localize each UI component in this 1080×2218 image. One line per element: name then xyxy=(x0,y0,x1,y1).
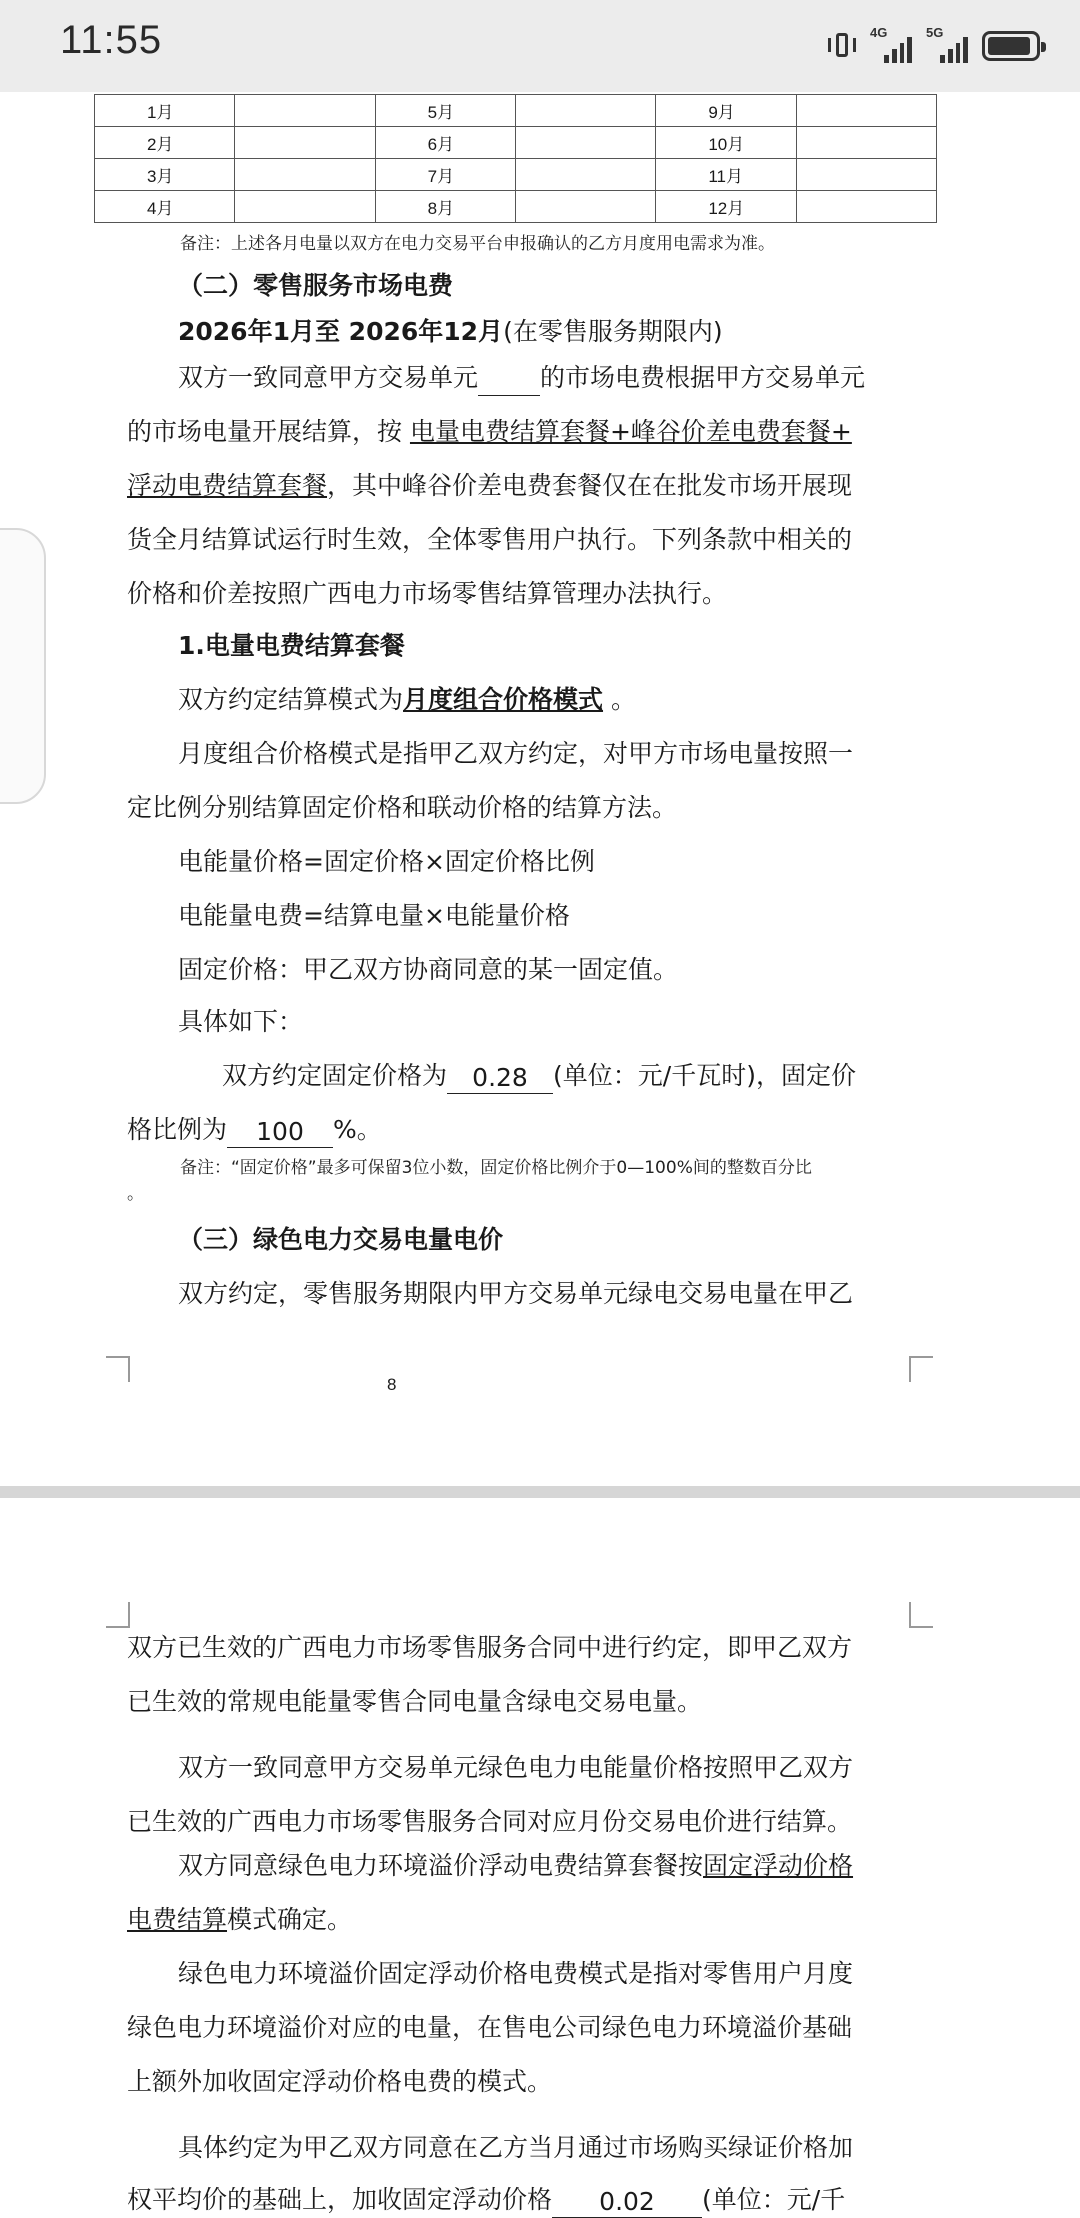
settlement-mode-underlined: 电费结算 xyxy=(127,1905,228,1934)
text-span: 模式确定。 xyxy=(227,1905,353,1934)
paragraph-line: 绿色电力环境溢价固定浮动价格电费模式是指对零售用户月度 xyxy=(178,1959,854,1988)
text-span: 权平均价的基础上，加收固定浮动价格 xyxy=(127,2185,553,2214)
paragraph-line xyxy=(127,2182,845,2218)
table-cell: 11月 xyxy=(656,159,796,191)
signal-5g-icon xyxy=(926,25,968,63)
fill-blank xyxy=(478,365,540,396)
text-span: 双方同意绿色电力环境溢价浮动电费结算套餐按 xyxy=(178,1851,704,1880)
settlement-mode-underlined: 固定浮动价格 xyxy=(703,1851,854,1880)
settlement-mode-value: 月度组合价格模式 xyxy=(403,685,604,714)
page-number: 8 xyxy=(387,1375,397,1394)
fixed-ratio-line xyxy=(127,1112,382,1148)
table-cell xyxy=(796,127,936,159)
fixed-price-value: 0.28 xyxy=(447,1063,553,1094)
monthly-usage-table xyxy=(94,94,937,223)
fixed-price-line xyxy=(222,1058,856,1094)
paragraph-line: 双方一致同意甲方交易单元绿色电力电能量价格按照甲乙双方 xyxy=(178,1753,854,1782)
text-span: 双方一致同意甲方交易单元 xyxy=(178,363,479,392)
paragraph-line: 绿色电力环境溢价对应的电量，在售电公司绿色电力环境溢价基础 xyxy=(127,2013,853,2042)
text-span: (单位：元/千 xyxy=(702,2185,846,2214)
period-dates: 2026年1月至 2026年12月 xyxy=(178,317,504,346)
table-cell xyxy=(235,159,375,191)
table-row xyxy=(95,159,937,191)
table-cell: 8月 xyxy=(375,191,515,223)
text-span: %。 xyxy=(333,1115,382,1144)
table-row xyxy=(95,127,937,159)
text-span: (单位：元/千瓦时)，固定价 xyxy=(553,1061,856,1090)
section-3-heading: （三）绿色电力交易电量电价 xyxy=(178,1225,504,1254)
page-corner-mark xyxy=(909,1356,933,1382)
table-row xyxy=(95,191,937,223)
service-period xyxy=(178,314,723,350)
table-cell: 4月 xyxy=(95,191,235,223)
page-corner-mark xyxy=(106,1602,130,1628)
signal-4g-icon xyxy=(870,25,912,63)
package-list-underlined: 电量电费结算套餐+峰谷价差电费套餐+ xyxy=(409,417,852,446)
table-cell xyxy=(796,95,936,127)
text-span: 。 xyxy=(603,685,636,714)
table-row xyxy=(95,95,937,127)
table-cell xyxy=(515,127,655,159)
floating-price-value: 0.02 xyxy=(552,2187,702,2218)
paragraph-line: 双方约定，零售服务期限内甲方交易单元绿电交易电量在甲乙 xyxy=(178,1279,854,1308)
table-cell xyxy=(515,159,655,191)
table-cell: 6月 xyxy=(375,127,515,159)
document-page-8[interactable] xyxy=(0,92,1080,1486)
table-cell xyxy=(235,127,375,159)
price-note: 备注：“固定价格”最多可保留3位小数，固定价格比例介于0—100%间的整数百分比 xyxy=(180,1158,812,1178)
table-cell: 12月 xyxy=(656,191,796,223)
table-cell: 3月 xyxy=(95,159,235,191)
table-note: 备注：上述各月电量以双方在电力交易平台申报确认的乙方月度用电需求为准。 xyxy=(180,234,775,254)
page-corner-mark xyxy=(106,1356,130,1382)
paragraph-line: 具体如下： xyxy=(178,1007,304,1036)
network-label-4g: 4G xyxy=(870,25,888,40)
text-span: 格比例为 xyxy=(127,1115,228,1144)
table-cell xyxy=(235,95,375,127)
text-span: 的市场电费根据甲方交易单元 xyxy=(540,363,866,392)
table-cell: 1月 xyxy=(95,95,235,127)
subsection-1-heading: 1.电量电费结算套餐 xyxy=(178,631,405,660)
formula-line: 固定价格：甲乙双方协商同意的某一固定值。 xyxy=(178,955,679,984)
paragraph-line: 价格和价差按照广西电力市场零售结算管理办法执行。 xyxy=(127,579,728,608)
side-drawer-handle[interactable] xyxy=(0,528,46,804)
document-page-9[interactable] xyxy=(0,1498,1080,2216)
text-span: 双方约定固定价格为 xyxy=(222,1061,448,1090)
paragraph-line: 定比例分别结算固定价格和联动价格的结算方法。 xyxy=(127,793,678,822)
text-span: 双方约定结算模式为 xyxy=(178,685,404,714)
status-icons xyxy=(828,26,1040,66)
table-cell xyxy=(515,191,655,223)
paragraph-line: 货全月结算试运行时生效，全体零售用户执行。下列条款中相关的 xyxy=(127,525,853,554)
paragraph-line xyxy=(178,360,865,396)
network-label-5g: 5G xyxy=(926,25,944,40)
paragraph-line xyxy=(127,1902,352,1938)
paragraph-line: 双方已生效的广西电力市场零售服务合同中进行约定，即甲乙双方 xyxy=(127,1633,853,1662)
status-bar xyxy=(0,0,1080,92)
table-cell: 5月 xyxy=(375,95,515,127)
table-cell: 9月 xyxy=(656,95,796,127)
page-separator xyxy=(0,1486,1080,1498)
paragraph-line xyxy=(127,468,852,504)
table-cell: 10月 xyxy=(656,127,796,159)
status-time: 11:55 xyxy=(60,18,163,62)
table-cell xyxy=(796,159,936,191)
section-2-heading: （二）零售服务市场电费 xyxy=(178,271,454,300)
table-cell xyxy=(515,95,655,127)
package-name-underlined: 浮动电费结算套餐 xyxy=(127,471,328,500)
paragraph-line xyxy=(127,414,852,450)
fixed-ratio-value: 100 xyxy=(227,1117,333,1148)
paragraph-line: 上额外加收固定浮动价格电费的模式。 xyxy=(127,2067,553,2096)
paragraph-line: 已生效的常规电能量零售合同电量含绿电交易电量。 xyxy=(127,1687,703,1716)
battery-icon xyxy=(982,31,1040,61)
paragraph-line xyxy=(178,1848,853,1884)
formula-line: 电能量价格=固定价格×固定价格比例 xyxy=(178,847,595,876)
formula-line: 电能量电费=结算电量×电能量价格 xyxy=(178,901,570,930)
paragraph-line: 已生效的广西电力市场零售服务合同对应月份交易电价进行结算。 xyxy=(127,1807,853,1836)
settlement-mode-line xyxy=(178,682,636,718)
paragraph-line: 月度组合价格模式是指甲乙双方约定，对甲方市场电量按照一 xyxy=(178,739,854,768)
table-cell: 7月 xyxy=(375,159,515,191)
price-note-end: 。 xyxy=(127,1184,144,1204)
table-cell xyxy=(235,191,375,223)
table-cell: 2月 xyxy=(95,127,235,159)
paragraph-line: 具体约定为甲乙双方同意在乙方当月通过市场购买绿证价格加 xyxy=(178,2133,854,2162)
page-corner-mark xyxy=(909,1602,933,1628)
vibrate-icon xyxy=(828,31,856,61)
text-span: 的市场电量开展结算，按 xyxy=(127,417,410,446)
table-cell xyxy=(796,191,936,223)
period-note: (在零售服务期限内) xyxy=(503,317,723,346)
text-span: ，其中峰谷价差电费套餐仅在在批发市场开展现 xyxy=(327,471,853,500)
